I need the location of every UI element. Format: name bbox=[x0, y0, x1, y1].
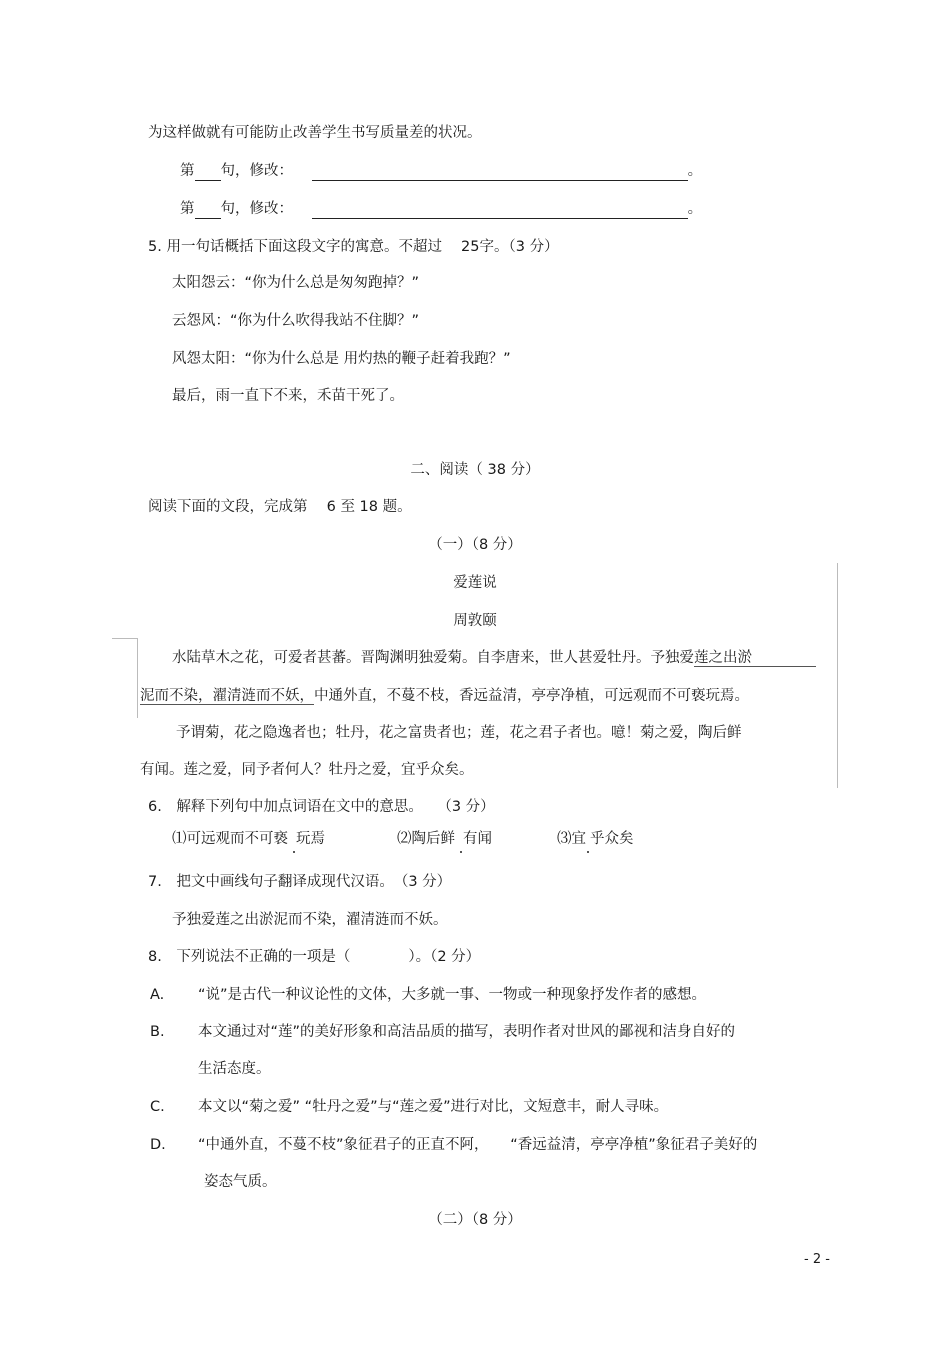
option-a-text: “说”是古代一种议论性的文体，大多就一事、一物或一种现象抒发作者的感想。 bbox=[198, 987, 707, 1003]
option-d-text: “中通外直，不蔓不枝”象征君子的正直不阿， “香远益清，亭亭净植”象征君子美好的 bbox=[198, 1137, 758, 1153]
fix-line-2 bbox=[180, 199, 702, 219]
option-b-text: 本文通过对“莲”的美好形象和高洁品质的描写，表明作者对世风的鄙视和洁身自好的 bbox=[198, 1024, 736, 1040]
q5-line: 云怨风：“你为什么吹得我站不住脚？” bbox=[172, 313, 420, 329]
fix-label-a: 第 bbox=[180, 163, 195, 179]
question-7: 7. 把文中画线句子翻译成现代汉语。 （3 分） bbox=[148, 874, 452, 890]
frame-line-right bbox=[837, 563, 838, 788]
text-title: 爱莲说 bbox=[453, 575, 497, 591]
question-5: 5. 用一句话概括下面这段文字的寓意。不超过 25字。（3 分） bbox=[148, 239, 559, 255]
option-c-text: 本文以“菊之爱” “牡丹之爱”与“莲之爱”进行对比，文短意丰，耐人寻味。 bbox=[198, 1099, 669, 1115]
passage-line: 有闻。莲之爱，同予者何人？牡丹之爱，宜乎众矣。 bbox=[140, 762, 474, 778]
page-number: - 2 - bbox=[804, 1252, 830, 1267]
q6-item-text: ⑴可远观而不可亵 bbox=[172, 831, 288, 847]
q6-item-text: 玩焉 bbox=[296, 831, 325, 847]
q7-sentence: 予独爱莲之出淤泥而不染，濯清涟而不妖。 bbox=[172, 912, 448, 928]
q6-item-text: 有闻 bbox=[463, 831, 492, 847]
q5-line: 最后，雨一直下不来，禾苗干死了。 bbox=[172, 388, 404, 404]
q5-line: 风怨太阳：“你为什么总是 用灼热的鞭子赶着我跑？” bbox=[172, 351, 511, 367]
option-d-cont: 姿态气质。 bbox=[204, 1174, 277, 1190]
underlined-sentence: 泥而不染，濯清涟而不妖， bbox=[140, 688, 314, 704]
fix-label-a: 第 bbox=[180, 201, 195, 217]
reading-instruction: 阅读下面的文段，完成第 6 至 18 题。 bbox=[148, 499, 412, 515]
passage-line bbox=[140, 686, 749, 706]
passage-text: 中通外直，不蔓不枝，香远益清，亭亭净植，可远观而不可亵玩焉。 bbox=[314, 688, 749, 704]
subsection-heading: （一）（8 分） bbox=[428, 537, 522, 553]
fix-end: 。 bbox=[687, 201, 703, 217]
sentence-number-blank[interactable] bbox=[195, 164, 221, 181]
option-b-cont: 生活态度。 bbox=[198, 1061, 271, 1077]
question-6: 6. 解释下列句中加点词语在文中的意思。 （3 分） bbox=[148, 799, 495, 815]
fix-answer-blank[interactable] bbox=[312, 164, 688, 181]
passage-text: 水陆草木之花，可爱者甚蕃。晋陶渊明独爱菊。自李唐来，世人甚爱牡丹。予独爱 bbox=[172, 650, 694, 666]
option-label-d: D. bbox=[150, 1137, 166, 1153]
option-label-b: B. bbox=[150, 1024, 165, 1040]
passage-line: 予谓菊，花之隐逸者也；牡丹，花之富贵者也；莲，花之君子者也。噫！菊之爱，陶后鲜 bbox=[176, 725, 742, 741]
subsection-heading-2: （二）（8 分） bbox=[428, 1212, 522, 1228]
frame-line-top-left bbox=[112, 638, 138, 639]
sentence-number-blank[interactable] bbox=[195, 202, 221, 219]
fix-label-b: 句，修改： bbox=[220, 201, 293, 217]
fix-answer-blank[interactable] bbox=[312, 202, 688, 219]
frame-line-left bbox=[137, 638, 138, 718]
q6-item-1 bbox=[172, 829, 325, 849]
text-author: 周敦颐 bbox=[453, 613, 497, 629]
fix-label-b: 句，修改： bbox=[220, 163, 293, 179]
option-label-c: C. bbox=[150, 1099, 165, 1115]
q5-line: 太阳怨云：“你为什么总是匆匆跑掉？” bbox=[172, 275, 420, 291]
q6-item-text: ⑶宜 bbox=[557, 831, 586, 847]
q6-item-text: 乎众矣 bbox=[590, 831, 634, 847]
option-label-a: A. bbox=[150, 987, 165, 1003]
q6-item-3 bbox=[557, 829, 634, 849]
passage-line bbox=[172, 648, 816, 668]
fix-line-1 bbox=[180, 161, 702, 181]
underlined-sentence: 莲之出淤 bbox=[694, 650, 816, 667]
question-8: 8. 下列说法不正确的一项是（ ）。（2 分） bbox=[148, 949, 481, 965]
q6-item-text: ⑵陶后鲜 bbox=[397, 831, 455, 847]
section-heading: 二、阅读（ 38 分） bbox=[410, 462, 540, 478]
fix-end: 。 bbox=[687, 163, 703, 179]
q6-item-2 bbox=[397, 829, 492, 849]
intro-line: 为这样做就有可能防止改善学生书写质量差的状况。 bbox=[148, 125, 482, 141]
